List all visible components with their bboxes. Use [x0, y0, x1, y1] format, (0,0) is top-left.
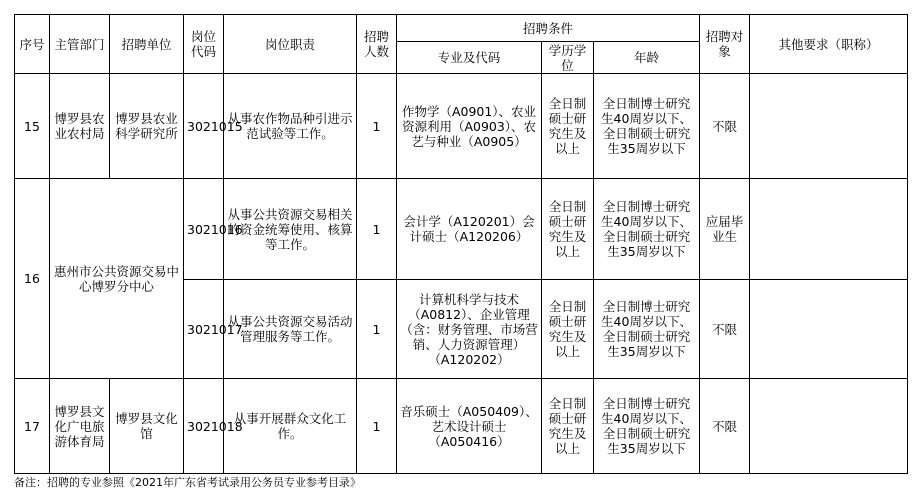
row-dept: 博罗县文化广电旅游体育局 [50, 379, 110, 474]
row-num: 1 [357, 379, 397, 474]
row-code: 3021018 [184, 379, 224, 474]
row-other [750, 379, 908, 474]
row-target: 应届毕业生 [700, 179, 750, 280]
header-dept: 主管部门 [50, 15, 110, 74]
row-num: 1 [357, 280, 397, 379]
table-row [15, 179, 908, 280]
header-edu: 学历学位 [542, 42, 594, 74]
row-age: 全日制博士研究生40周岁以下、全日制硕士研究生35周岁以下 [594, 179, 700, 280]
row-edu: 全日制硕士研究生及以上 [542, 379, 594, 474]
row-duty: 从事农作物品种引进示范试验等工作。 [224, 74, 357, 179]
header-code: 岗位代码 [184, 15, 224, 74]
header-seq: 序号 [15, 15, 50, 74]
row-major: 音乐硕士（A050409）、艺术设计硕士（A050416） [397, 379, 542, 474]
header-num: 招聘人数 [357, 15, 397, 74]
header-unit: 招聘单位 [110, 15, 184, 74]
row-other [750, 74, 908, 179]
row-age: 全日制博士研究生40周岁以下、全日制硕士研究生35周岁以下 [594, 74, 700, 179]
header-major: 专业及代码 [397, 42, 542, 74]
row-target: 不限 [700, 74, 750, 179]
header-other: 其他要求（职称） [750, 15, 908, 74]
row-code: 3021015 [184, 74, 224, 179]
row-edu: 全日制硕士研究生及以上 [542, 179, 594, 280]
row-num: 1 [357, 74, 397, 179]
row-other [750, 280, 908, 379]
row-edu: 全日制硕士研究生及以上 [542, 280, 594, 379]
row-major: 会计学（A120201）会计硕士（A120206） [397, 179, 542, 280]
header-conditions: 招聘条件 [397, 15, 700, 42]
footnote: 备注：招聘的专业参照《2021年广东省考试录用公务员专业参考目录》 [14, 476, 361, 489]
row-unit: 博罗县农业科学研究所 [110, 74, 184, 179]
header-duty: 岗位职责 [224, 15, 357, 74]
row-target: 不限 [700, 379, 750, 474]
row-target: 不限 [700, 280, 750, 379]
header-row-1 [15, 15, 908, 42]
row-other [750, 179, 908, 280]
row-dept: 惠州市公共资源交易中心博罗分中心 [50, 179, 184, 379]
header-age: 年龄 [594, 42, 700, 74]
row-edu: 全日制硕士研究生及以上 [542, 74, 594, 179]
row-age: 全日制博士研究生40周岁以下、全日制硕士研究生35周岁以下 [594, 280, 700, 379]
row-major: 作物学（A0901）、农业资源利用（A0903）、农艺与种业（A0905） [397, 74, 542, 179]
row-duty: 从事公共资源交易活动管理服务等工作。 [224, 280, 357, 379]
recruitment-table [14, 14, 908, 474]
row-seq: 16 [15, 179, 50, 379]
table-row [15, 379, 908, 474]
row-seq: 15 [15, 74, 50, 179]
table-row [15, 74, 908, 179]
row-seq: 17 [15, 379, 50, 474]
row-unit: 博罗县文化馆 [110, 379, 184, 474]
row-code: 3021017 [184, 280, 224, 379]
row-code: 3021016 [184, 179, 224, 280]
row-major: 计算机科学与技术（A0812）、企业管理（含：财务管理、市场营销、人力资源管理）（A120202） [397, 280, 542, 379]
row-num: 1 [357, 179, 397, 280]
row-duty: 从事公共资源交易相关的资金统筹使用、核算等工作。 [224, 179, 357, 280]
row-dept: 博罗县农业农村局 [50, 74, 110, 179]
row-duty: 从事开展群众文化工作。 [224, 379, 357, 474]
header-target: 招聘对象 [700, 15, 750, 74]
row-age: 全日制博士研究生40周岁以下、全日制硕士研究生35周岁以下 [594, 379, 700, 474]
